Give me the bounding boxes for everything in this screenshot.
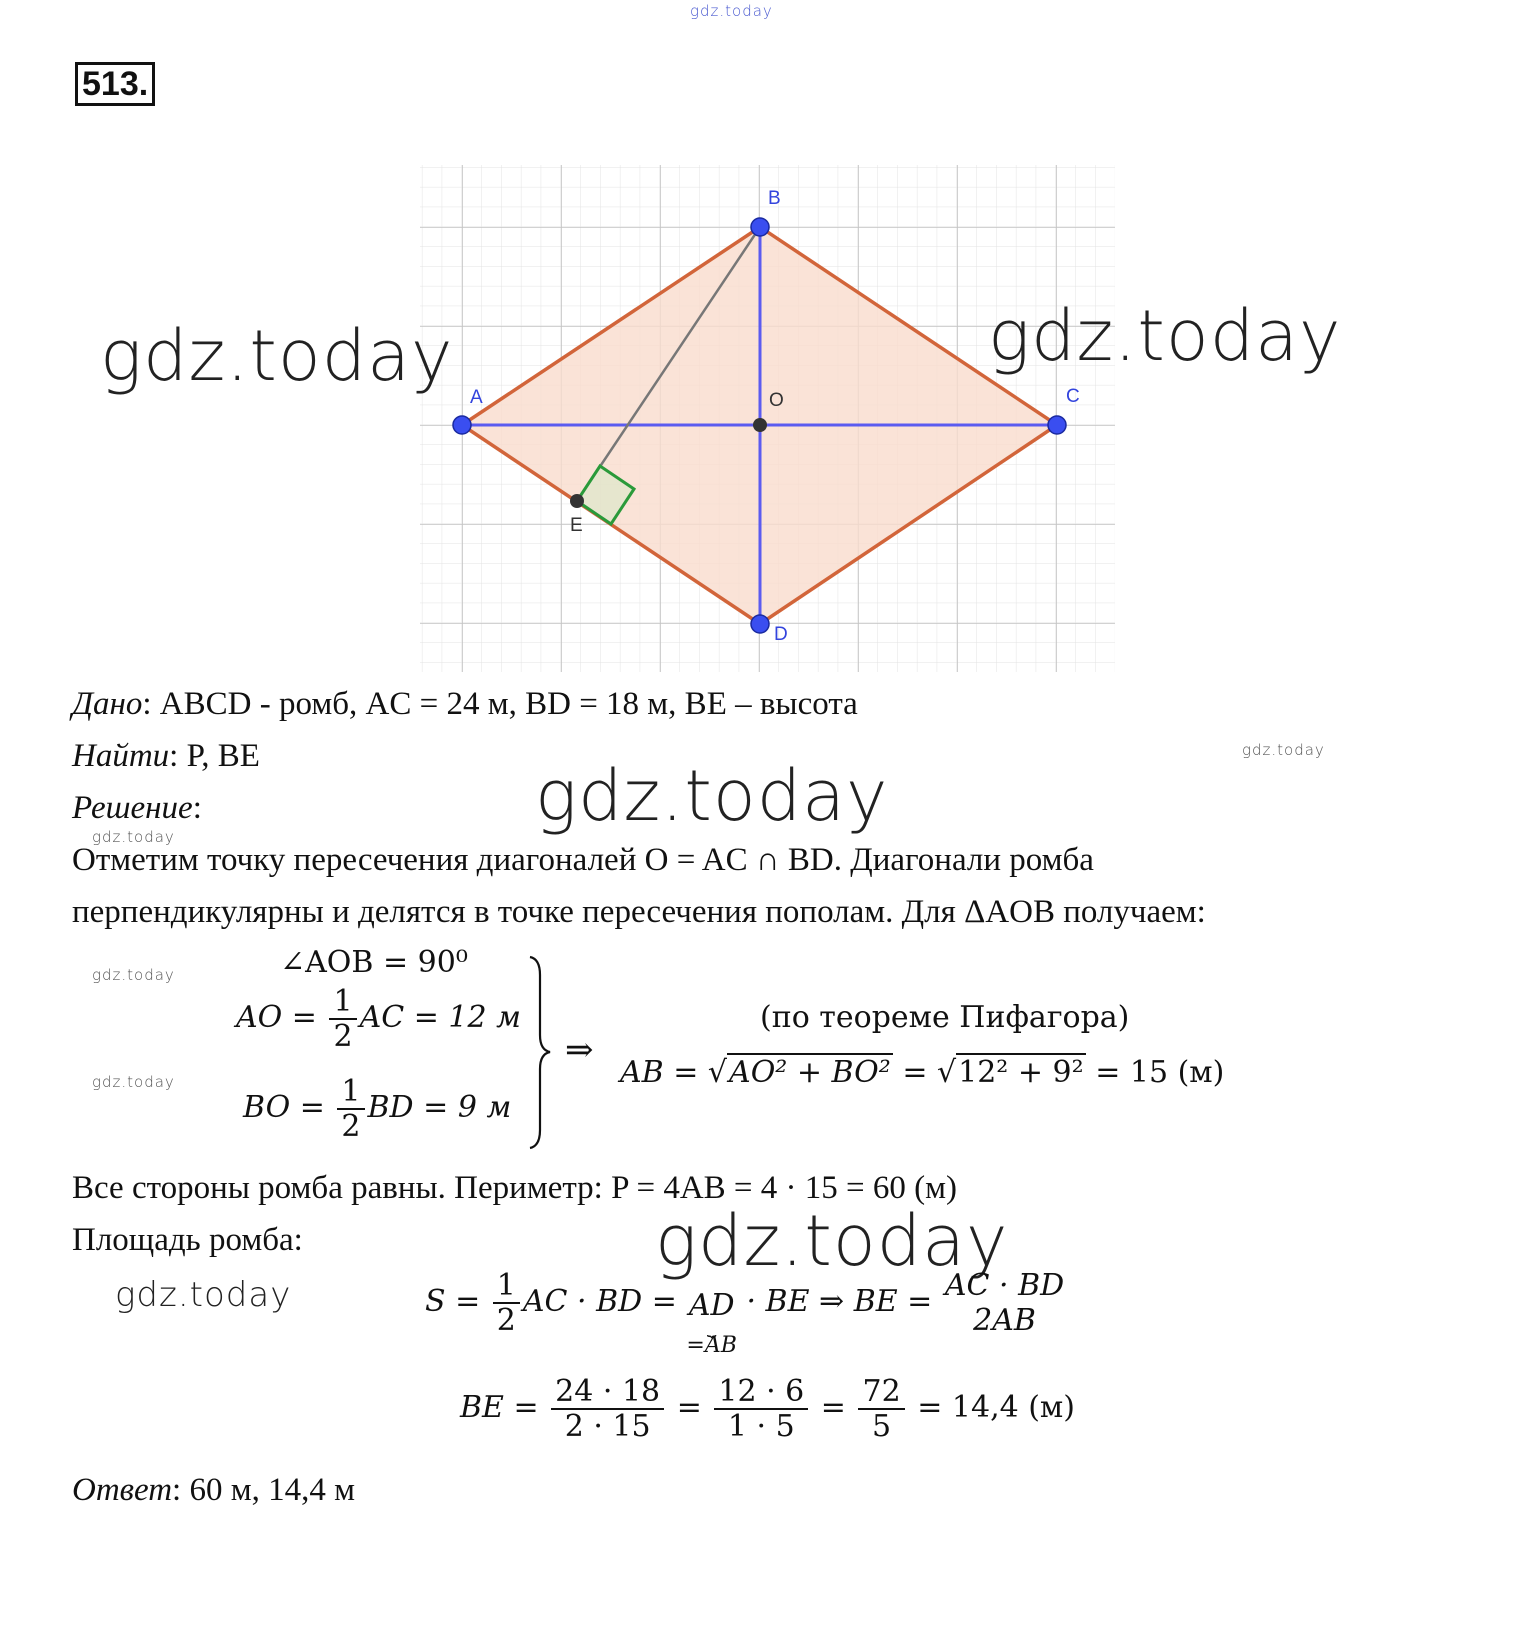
half-fraction [337, 1075, 364, 1143]
solution-label: Решение [72, 790, 193, 826]
solution-colon: : [192, 790, 202, 826]
point-d [751, 615, 769, 633]
ab-sqrt-1: AO² + BO² [729, 1055, 891, 1090]
watermark: gdz.today [92, 828, 175, 846]
watermark: gdz.today [115, 1275, 292, 1315]
numerator: 1 [337, 1075, 364, 1110]
ab-result: = 15 (м) [1095, 1055, 1225, 1090]
bo-left: BO = [243, 1090, 325, 1125]
area-equation [425, 1268, 1067, 1358]
half-fraction [493, 1269, 520, 1337]
numerator: 24 · 18 [551, 1375, 664, 1410]
answer-line [72, 1472, 355, 1509]
watermark: gdz.today [535, 755, 889, 837]
theorem-note: (по теореме Пифагора) [760, 1000, 1130, 1035]
be-equation [460, 1375, 1075, 1443]
ad-under-text: =AB [686, 1333, 737, 1358]
label-a: A [470, 387, 483, 408]
given-label: Дано [72, 686, 143, 722]
point-a [453, 416, 471, 434]
ad-text: AD [688, 1288, 735, 1323]
angle-aob: ∠AOB = 90⁰ [280, 945, 468, 980]
problem-number: 513. [75, 62, 155, 106]
numerator: 12 · 6 [714, 1375, 808, 1410]
find-label: Найти [72, 738, 170, 774]
perimeter-line: Все стороны ромба равны. Периметр: P = 4AB = 4 · 15 = 60 (м) [72, 1170, 957, 1206]
denominator: 2 [341, 1109, 361, 1144]
fraction-2 [714, 1375, 808, 1443]
watermark-top: gdz.today [690, 2, 773, 20]
equals: = [820, 1390, 846, 1425]
ao-left: AO = [236, 1000, 317, 1035]
be-result: = 14,4 (м) [917, 1390, 1075, 1425]
s-left: S = [425, 1284, 481, 1319]
numerator: AC · BD [944, 1268, 1065, 1303]
underbrace-ad [686, 1288, 737, 1358]
given-text: : ABCD - ромб, AC = 24 м, BD = 18 м, BE – высота [142, 686, 858, 722]
paragraph-2: перпендикулярны и делятся в точке пересечения пополам. Для ΔAOB получаем: [72, 894, 1206, 930]
label-o: O [769, 390, 784, 411]
ab-eq: = [902, 1055, 928, 1090]
point-o [753, 418, 767, 432]
implies-arrow: ⇒ [565, 1030, 594, 1070]
label-d: D [774, 624, 788, 645]
point-c [1048, 416, 1066, 434]
denominator: 1 · 5 [727, 1409, 795, 1444]
half-fraction [329, 985, 356, 1053]
solution-line [72, 790, 202, 827]
denominator: 2AB [973, 1303, 1036, 1338]
bo-right: BD = 9 м [367, 1090, 512, 1125]
paragraph-1: Отметим точку пересечения диагоналей O = AC ∩ BD. Диагонали ромба [72, 842, 1094, 878]
denominator: 2 · 15 [564, 1409, 651, 1444]
numerator: 1 [493, 1269, 520, 1304]
be-left: BE = [460, 1390, 539, 1425]
ab-sqrt-2: 12² + 9² [958, 1055, 1084, 1090]
be-fraction [945, 1268, 1064, 1338]
equals: = [676, 1390, 702, 1425]
fraction-3 [858, 1375, 904, 1443]
watermark: gdz.today [92, 966, 175, 984]
bo-equation [243, 1075, 511, 1143]
area-rest: · BE ⇒ BE = [746, 1284, 933, 1319]
find-line [72, 738, 260, 775]
denominator: 2 [496, 1303, 516, 1338]
ab-left: AB = [620, 1055, 699, 1090]
underbrace-icon: ⏟ [706, 1318, 717, 1337]
given-line [72, 686, 858, 723]
watermark: gdz.today [100, 315, 454, 397]
find-text: : P, BE [169, 738, 260, 774]
numerator: 1 [329, 985, 356, 1020]
watermark: gdz.today [655, 1200, 1009, 1282]
ab-equation: AB = √AO² + BO² = √12² + 9² = 15 (м) [620, 1055, 1225, 1090]
answer-text: : 60 м, 14,4 м [172, 1472, 355, 1508]
denominator: 2 [333, 1019, 353, 1054]
right-brace [526, 955, 556, 1150]
label-b: B [768, 188, 781, 209]
denominator: 5 [872, 1409, 892, 1444]
numerator: 72 [858, 1375, 904, 1410]
fraction-1 [551, 1375, 664, 1443]
label-c: C [1066, 386, 1080, 407]
point-b [751, 218, 769, 236]
ao-equation [236, 985, 521, 1053]
answer-label: Ответ [72, 1472, 173, 1508]
area-mid: AC · BD = [522, 1284, 677, 1319]
ao-right: AC = 12 м [359, 1000, 521, 1035]
watermark: gdz.today [92, 1073, 175, 1091]
watermark: gdz.today [1242, 741, 1325, 759]
label-e: E [570, 515, 583, 536]
watermark: gdz.today [988, 295, 1342, 377]
area-label: Площадь ромба: [72, 1222, 303, 1258]
point-e [570, 494, 584, 508]
